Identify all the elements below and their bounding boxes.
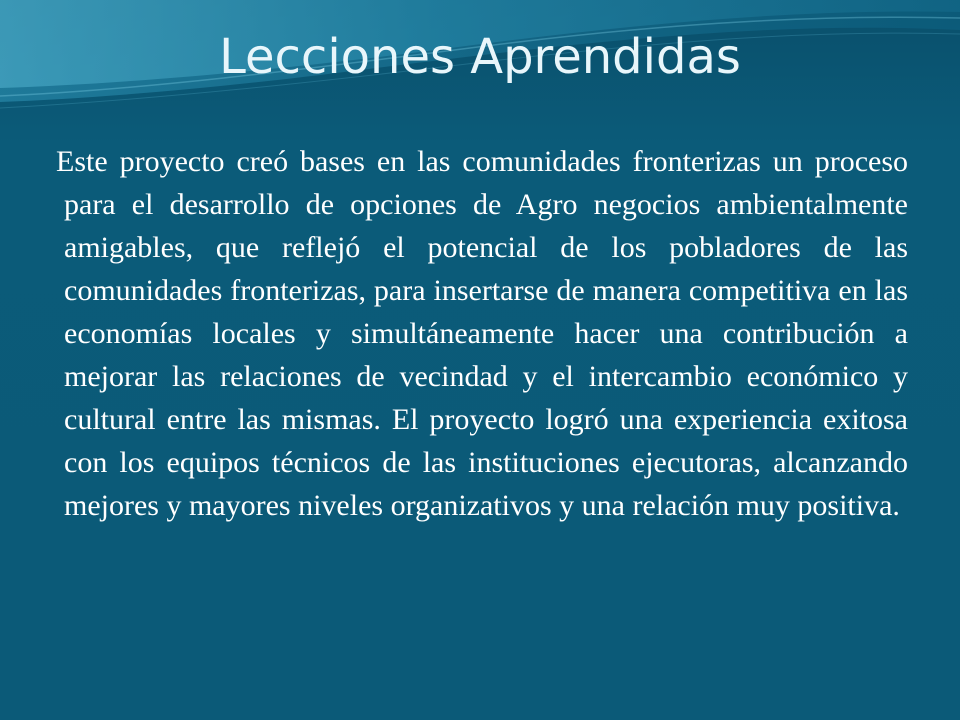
slide-title: Lecciones Aprendidas <box>219 29 741 85</box>
slide-body-text: Este proyecto creó bases en las comunidades fronterizas un proceso para el desarrollo de opciones de Agro negocios ambientalmente amigables, que reflejó el potencial de los pobladores de las comunidades fronterizas, para insertarse de manera competitiva en las economías locales y simultáneamente hacer una contribución a mejorar las relaciones de vecindad y el intercambio económico y cultural entre las mismas. El proyecto logró una experiencia exitosa con los equipos técnicos de las instituciones ejecutoras, alcanzando mejores y mayores niveles organizativos y una relación muy positiva. <box>56 145 908 522</box>
